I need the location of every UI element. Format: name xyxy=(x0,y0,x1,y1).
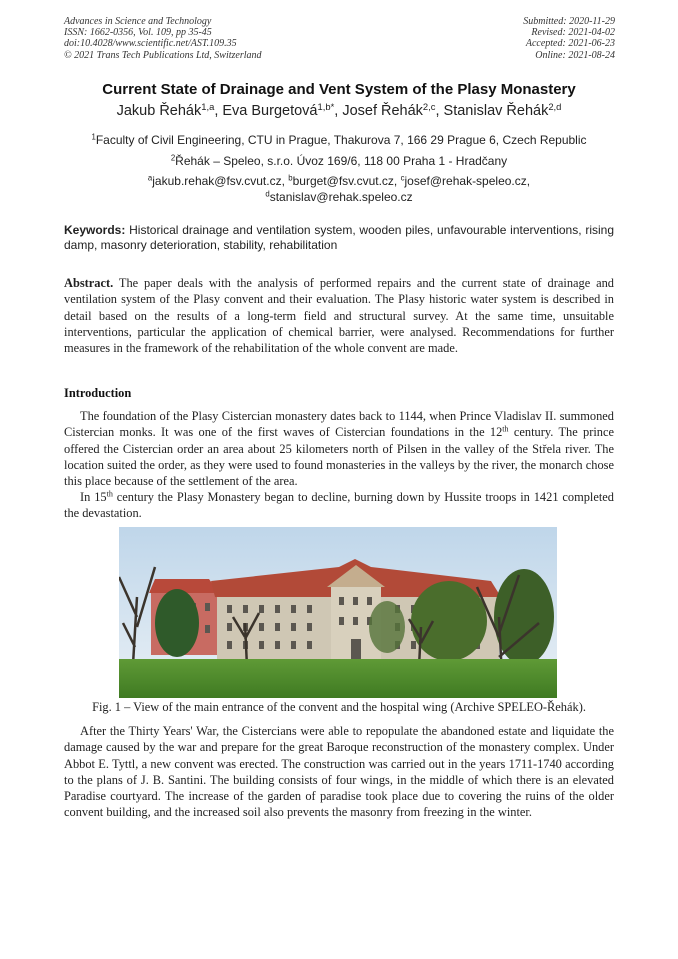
author-sep: , xyxy=(214,103,223,119)
author-sep: , xyxy=(334,103,343,119)
author-sup: 1,b* xyxy=(317,100,335,112)
author-sup: 1,a xyxy=(201,100,215,112)
submitted-date: Submitted: 2020-11-29 xyxy=(523,16,615,27)
email-sup: c xyxy=(400,173,405,183)
ordinal-sup: th xyxy=(106,489,113,499)
author-list xyxy=(0,100,678,119)
affiliation-1 xyxy=(0,133,678,147)
affiliation-text: Faculty of Civil Engineering, CTU in Prague, Thakurova 7, 166 29 Prague 6, Czech Republic xyxy=(95,133,587,147)
paper-title: Current State of Drainage and Vent System of the Plasy Monastery xyxy=(102,81,576,98)
author-name: Josef Řehák xyxy=(342,103,423,119)
email-sup: a xyxy=(147,173,153,183)
monastery-photo xyxy=(119,527,557,698)
paragraph-text: century. The prince offered the Cistercian order an area about 25 kilometers north of Pilsen in the valley of the Střela river. The location suited the order, as they were used to found monasteries in the valleys by the river, the monarch chose this place because of the settlement of the area. xyxy=(64,425,614,489)
author-name: Eva Burgetová xyxy=(222,103,318,119)
email: burget@fsv.cvut.cz, xyxy=(292,174,401,188)
author-name: Jakub Řehák xyxy=(116,103,202,119)
paragraph-text: In 15 xyxy=(80,490,107,504)
email-sup: b xyxy=(288,173,293,183)
paragraph xyxy=(64,408,614,489)
author-sup: 2,d xyxy=(548,100,562,112)
journal-name: Advances in Science and Technology xyxy=(64,16,212,27)
keywords xyxy=(64,223,614,252)
email: stanislav@rehak.speleo.cz xyxy=(269,190,413,204)
affiliation-sup: 1 xyxy=(91,132,96,142)
journal-header xyxy=(64,16,262,61)
affiliation-sup: 2 xyxy=(170,153,176,163)
email-sup: d xyxy=(265,189,270,199)
figure-caption: Fig. 1 – View of the main entrance of the convent and the hospital wing (Archive SPELEO-Řehák). xyxy=(92,700,586,714)
abstract xyxy=(64,275,614,356)
copyright: © 2021 Trans Tech Publications Ltd, Switzerland xyxy=(64,49,262,61)
affiliation-text: Řehák – Speleo, s.r.o. Úvoz 169/6, 118 00 Praha 1 - Hradčany xyxy=(175,154,508,168)
email-line-2 xyxy=(0,190,678,204)
issn: ISSN: 1662-0356, Vol. 109, pp 35-45 xyxy=(64,27,212,39)
paragraph-text: century the Plasy Monastery began to decline, burning down by Hussite troops in 1421 completed the devastation. xyxy=(64,490,615,521)
ordinal-sup: th xyxy=(502,424,509,434)
keywords-label: Keywords: xyxy=(64,223,126,237)
paragraph xyxy=(64,489,614,522)
section-heading: Introduction xyxy=(64,386,132,400)
affiliation-2 xyxy=(0,154,678,168)
author-sup: 2,c xyxy=(422,100,436,112)
email: jakub.rehak@fsv.cvut.cz, xyxy=(152,174,289,188)
author-sep: , xyxy=(435,103,444,119)
keywords-text: Historical drainage and ventilation system, wooden piles, unfavourable interventions, rising damp, masonry deterioration, stability, rehabilitation xyxy=(64,223,614,252)
email: josef@rehak-speleo.cz, xyxy=(404,174,531,188)
doi: doi:10.4028/www.scientific.net/AST.109.35 xyxy=(64,38,237,50)
paragraph: After the Thirty Years' War, the Cistercians were able to repopulate the abandoned estate and liquidate the damage caused by the war and prepare for the great Baroque reconstruction of the monastery complex. Under Abbot E. Tyttl, a new convent was erected. The construction was carried out in the years 1711-1740 according to the plans of J. B. Santini. The building consists of four wings, in the middle of which there is an elevated Paradise courtyard. The increase of the garden of paradise took place due to covering the ruins of the older convent building, and the increased soil also prevents the masonry from freezing in the winter. xyxy=(64,724,614,820)
dates-header xyxy=(523,16,615,61)
email-line-1 xyxy=(0,174,678,188)
online-date: Online: 2021-08-24 xyxy=(535,49,615,61)
accepted-date: Accepted: 2021-06-23 xyxy=(525,38,615,50)
author-name: Stanislav Řehák xyxy=(443,103,549,119)
abstract-label: Abstract. xyxy=(64,276,114,290)
revised-date: Revised: 2021-04-02 xyxy=(531,27,615,39)
paragraph-text: The foundation of the Plasy Cistercian monastery dates back to 1144, when Prince Vladislav II. summoned Cistercian monks. It was one of the first waves of Cistercian foundations in the 12 xyxy=(64,409,614,440)
abstract-text: The paper deals with the analysis of performed repairs and the current state of drainage and ventilation system of the Plasy convent and their evaluation. The Plasy historic water system is described in detail based on the results of a long-term field and structural survey. At the same time, unsuitable interventions, particular the application of chemical barrier, were analysed. Recommendations for further measures in the framework of the rehabilitation of the whole convent are made. xyxy=(64,276,614,356)
